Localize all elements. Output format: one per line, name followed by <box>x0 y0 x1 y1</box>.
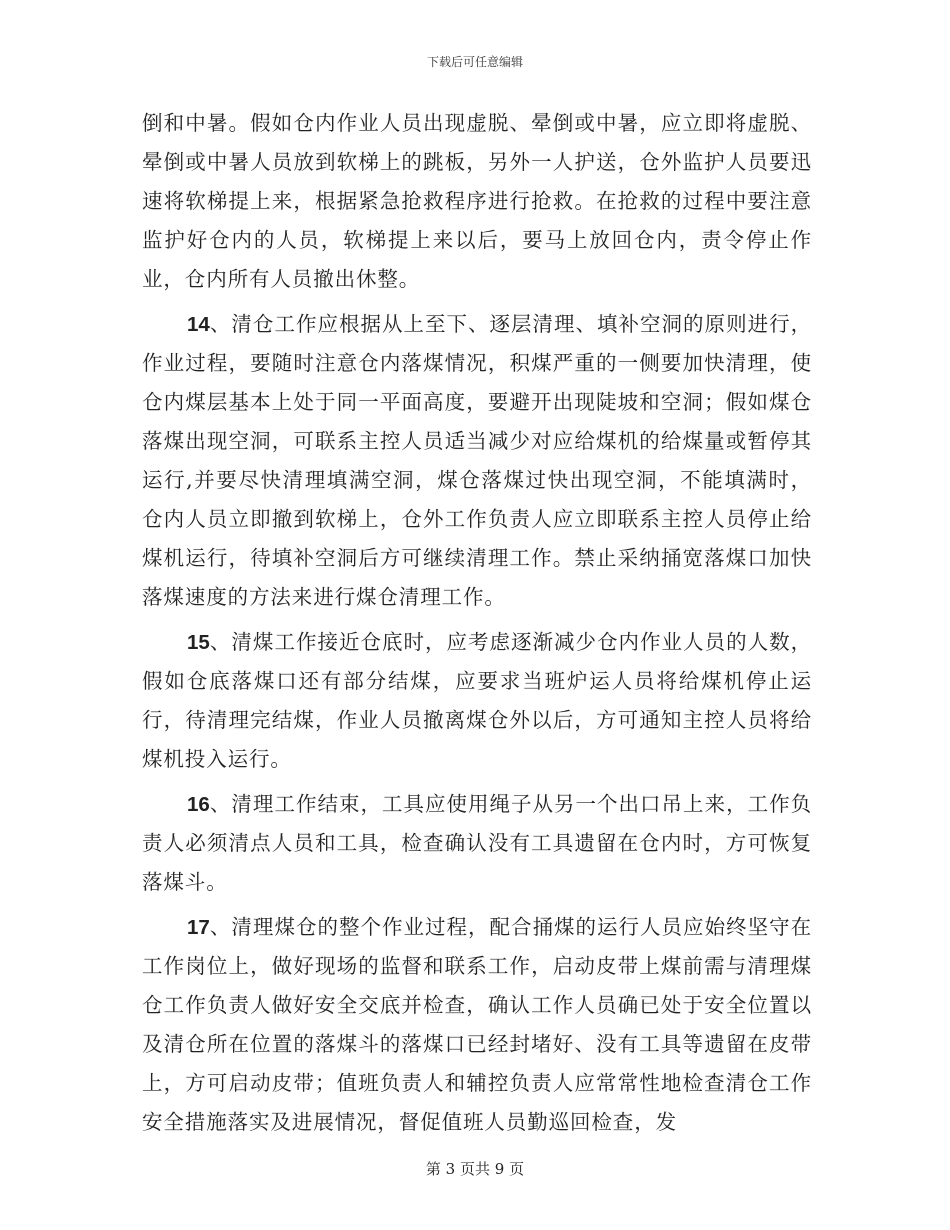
paragraph-text: 、清理煤仓的整个作业过程，配合捅煤的运行人员应始终坚守在工作岗位上，做好现场的监督和联系工作，启动皮带上煤前需与清理煤仓工作负责人做好安全交底并检查，确认工作人员确已处于安全位置以及清仓所在位置的落煤斗的落煤口已经封堵好、没有工具等遗留在皮带上，方可启动皮带；值班负责人和辅控负责人应常常性地检查清仓工作安全措施落实及进展情况，督促值班人员勤巡回检查，发 <box>142 915 812 1134</box>
continuation-paragraph: 倒和中暑。假如仓内作业人员出现虚脱、晕倒或中暑，应立即将虚脱、晕倒或中暑人员放到软梯上的跳板，另外一人护送，仓外监护人员要迅速将软梯提上来，根据紧急抢救程序进行抢救。在抢救的过程中要注意监护好仓内的人员，软梯提上来以后，要马上放回仓内，责令停止作业，仓内所有人员撤出休整。 <box>142 111 812 291</box>
document-body <box>142 104 812 1142</box>
paragraph-text: 、清仓工作应根据从上至下、逐层清理、填补空洞的原则进行，作业过程，要随时注意仓内落煤情况，积煤严重的一侧要加快清理，使仓内煤层基本上处于同一平面高度，要避开出现陡坡和空洞；假如煤仓落煤出现空洞，可联系主控人员适当减少对应给煤机的给煤量或暂停其运行,并要尽快清理填满空洞，煤仓落煤过快出现空洞，不能填满时，仓内人员立即撤到软梯上，仓外工作负责人应立即联系主控人员停止给煤机运行，待填补空洞后方可继续清理工作。禁止采纳捅宽落煤口加快落煤速度的方法来进行煤仓清理工作。 <box>142 312 812 609</box>
page-number: 第 3 页共 9 页 <box>425 1160 525 1178</box>
item-number: 17 <box>187 916 210 939</box>
item-number: 14 <box>187 313 210 336</box>
paragraph-17 <box>142 908 812 1142</box>
paragraph-16 <box>142 785 812 902</box>
item-number: 15 <box>187 631 210 654</box>
item-number: 16 <box>187 793 210 816</box>
paragraph-text: 、清煤工作接近仓底时，应考虑逐渐减少仓内作业人员的人数，假如仓底落煤口还有部分结煤，应要求当班炉运人员将给煤机停止运行，待清理完结煤，作业人员撤离煤仓外以后，方可通知主控人员将给煤机投入运行。 <box>142 630 812 771</box>
paragraph-15 <box>142 623 812 779</box>
paragraph-text: 、清理工作结束，工具应使用绳子从另一个出口吊上来，工作负责人必须清点人员和工具，检查确认没有工具遗留在仓内时，方可恢复落煤斗。 <box>142 792 812 894</box>
paragraph-14 <box>142 305 812 617</box>
page-header: 下载后可任意编辑 <box>426 55 523 69</box>
